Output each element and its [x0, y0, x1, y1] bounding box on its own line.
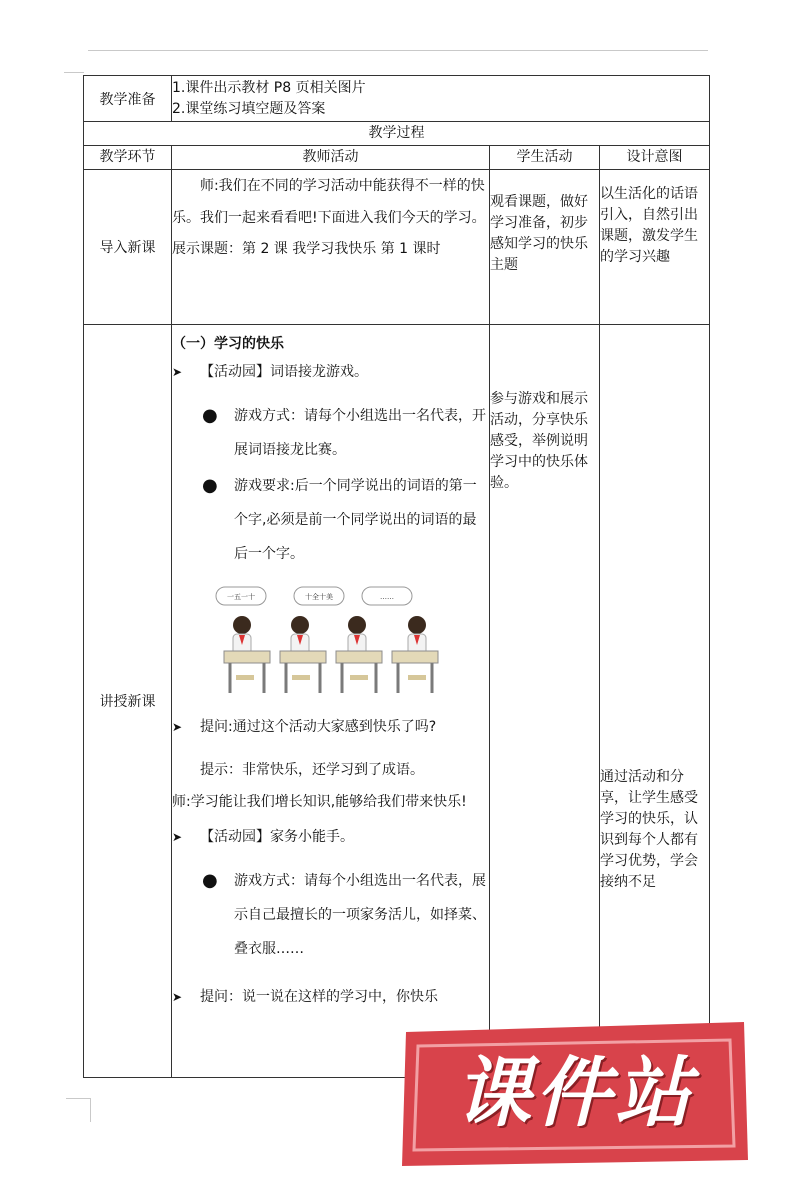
intro-topic: 展示课题：第 2 课 我学习我快乐 第 1 课时	[172, 241, 441, 257]
bullet-text: 游戏方式：请每个小组选出一名代表，展示自己最擅长的一项家务活儿，如择菜、叠衣服……	[234, 873, 486, 957]
arrow-bullet-icon: ➤	[172, 720, 183, 734]
dot-bullet-icon: ●	[202, 475, 218, 496]
prep-item: 2.课堂练习填空题及答案	[172, 101, 326, 117]
desk-legs	[230, 663, 432, 693]
process-title: 教学过程	[84, 122, 710, 146]
arrow-bullet-icon: ➤	[172, 990, 183, 1004]
lesson-teacher-cell	[172, 325, 490, 1078]
question-text: 提问:通过这个活动大家感到快乐了吗?	[200, 719, 437, 735]
prep-label: 教学准备	[84, 76, 172, 122]
speech-bubble	[294, 587, 344, 605]
activity-title: 【活动园】词语接龙游戏。	[200, 364, 368, 380]
bullet-text: 游戏方式：请每个小组选出一名代表，开展词语接龙比赛。	[234, 408, 486, 458]
column-header: 学生活动	[490, 146, 600, 170]
intro-student-cell: 观看课题，做好学习准备，初步感知学习的快乐主题	[490, 170, 600, 325]
bullet-item	[200, 399, 489, 467]
student-figure	[291, 616, 309, 656]
process-title-row	[84, 122, 710, 146]
question-text: 提问：说一说在这样的学习中，你快乐	[200, 989, 438, 1005]
intro-label: 导入新课	[84, 170, 172, 325]
teacher-note: 师:学习能让我们增长知识,能够给我们带来快乐!	[172, 794, 467, 810]
dot-bullet-icon: ●	[202, 870, 218, 891]
question-item	[172, 712, 489, 742]
classroom-illustration	[212, 585, 452, 700]
student-figure	[233, 616, 251, 656]
student-figure	[348, 616, 366, 656]
page-top-line	[88, 50, 708, 51]
prep-row	[84, 76, 710, 122]
lesson-plan-table	[83, 75, 710, 1078]
arrow-bullet-icon: ➤	[172, 830, 183, 844]
desks	[224, 651, 438, 663]
lesson-student-cell: 参与游戏和展示活动，分享快乐感受，举例说明学习中的快乐体验。	[490, 325, 600, 1078]
column-header: 设计意图	[600, 146, 710, 170]
question-item	[172, 982, 489, 1012]
lesson-label: 讲授新课	[84, 325, 172, 1078]
student-figure	[408, 616, 426, 656]
activity-item	[172, 357, 489, 387]
prep-content	[172, 76, 710, 122]
lesson-row	[84, 325, 710, 1078]
bullet-item	[200, 469, 489, 571]
column-header-row	[84, 146, 710, 170]
section-title: （一）学习的快乐	[172, 336, 284, 352]
arrow-bullet-icon: ➤	[172, 365, 183, 379]
bullet-text: 游戏要求:后一个同学说出的词语的第一个字,必须是前一个同学说出的词语的最后一个字。	[234, 478, 477, 562]
dot-bullet-icon: ●	[202, 405, 218, 426]
column-header: 教师活动	[172, 146, 490, 170]
speech-bubble	[362, 587, 412, 605]
intro-row	[84, 170, 710, 325]
intro-teacher-cell	[172, 170, 490, 325]
intro-teacher-text: 师:我们在不同的学习活动中能获得不一样的快乐。我们一起来看看吧!下面进入我们今天的学习。	[172, 178, 486, 226]
speech-bubble	[216, 587, 266, 605]
page-bottom-left-mark-v	[90, 1098, 91, 1122]
bubble-text: 一五一十	[227, 593, 255, 601]
activity-item	[172, 822, 489, 852]
bubble-text: ……	[380, 593, 394, 601]
hint-text: 提示：非常快乐，还学习到了成语。	[200, 762, 424, 778]
prep-item: 1.课件出示教材 P8 页相关图片	[172, 80, 366, 96]
page-top-left-mark	[64, 72, 84, 73]
bubble-text: 十全十美	[305, 593, 333, 601]
lesson-design-cell: 通过活动和分享，让学生感受学习的快乐，认识到每个人都有学习优势，学会接纳不足	[600, 325, 710, 1078]
bullet-item	[200, 864, 489, 966]
watermark-text: 课件站	[455, 1048, 695, 1137]
intro-design-cell: 以生活化的话语引入，自然引出课题，激发学生的学习兴趣	[600, 170, 710, 325]
column-header: 教学环节	[84, 146, 172, 170]
activity-title: 【活动园】家务小能手。	[200, 829, 354, 845]
page-bottom-left-mark-h	[66, 1098, 91, 1099]
watermark-logo	[400, 1018, 750, 1168]
